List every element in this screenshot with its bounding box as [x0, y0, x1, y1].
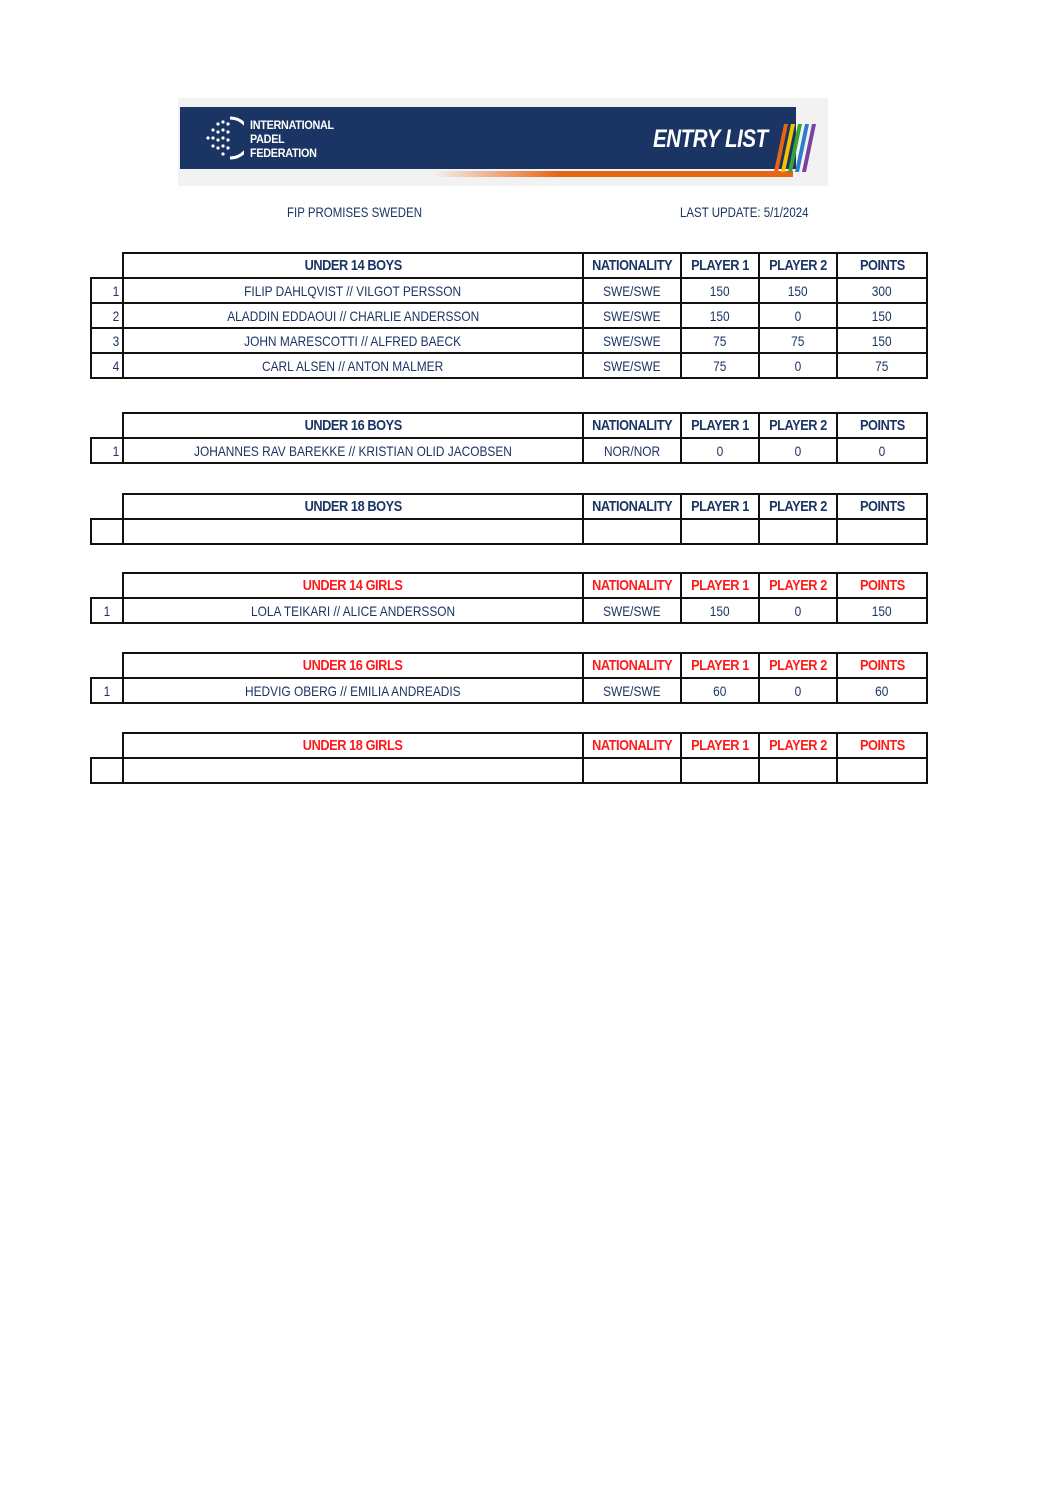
nationality-header: NATIONALITY	[583, 573, 681, 598]
table-header-row	[91, 253, 927, 278]
rank-header	[91, 494, 123, 519]
table-row-empty	[91, 758, 927, 783]
player1-header: PLAYER 1	[681, 253, 759, 278]
team-cell: LOLA TEIKARI // ALICE ANDERSSON	[123, 598, 583, 623]
points-cell: 150	[837, 303, 927, 328]
logo-line-1: INTERNATIONAL	[250, 118, 334, 132]
fip-banner	[178, 98, 828, 186]
color-stripes-icon	[774, 124, 820, 172]
player1-header: PLAYER 1	[681, 573, 759, 598]
team-cell: JOHANNES RAV BAREKKE // KRISTIAN OLID JACOBSEN	[123, 438, 583, 463]
player2-cell	[759, 758, 837, 783]
nationality-header: NATIONALITY	[583, 733, 681, 758]
player2-cell: 0	[759, 303, 837, 328]
table-u14-girls	[90, 572, 928, 624]
player2-cell: 150	[759, 278, 837, 303]
padel-ball-logo-icon	[204, 114, 244, 162]
player1-cell: 150	[681, 278, 759, 303]
logo-line-2: PADEL	[250, 132, 285, 146]
nationality-cell: SWE/SWE	[583, 678, 681, 703]
points-cell: 60	[837, 678, 927, 703]
rank-cell: 3	[91, 328, 123, 353]
team-cell	[123, 519, 583, 544]
table-row	[91, 303, 927, 328]
team-cell: CARL ALSEN // ANTON MALMER	[123, 353, 583, 378]
player2-header: PLAYER 2	[759, 573, 837, 598]
section-title: UNDER 14 GIRLS	[123, 573, 583, 598]
points-cell: 150	[837, 328, 927, 353]
player1-cell: 0	[681, 438, 759, 463]
nationality-cell: SWE/SWE	[583, 328, 681, 353]
nationality-header: NATIONALITY	[583, 413, 681, 438]
nationality-cell: SWE/SWE	[583, 303, 681, 328]
points-header: POINTS	[837, 733, 927, 758]
rank-header	[91, 253, 123, 278]
nationality-header: NATIONALITY	[583, 653, 681, 678]
points-header: POINTS	[837, 253, 927, 278]
rank-cell: 4	[91, 353, 123, 378]
player2-cell	[759, 519, 837, 544]
table-row	[91, 598, 927, 623]
nationality-cell: NOR/NOR	[583, 438, 681, 463]
rank-cell: 2	[91, 303, 123, 328]
points-header: POINTS	[837, 494, 927, 519]
points-cell: 0	[837, 438, 927, 463]
points-header: POINTS	[837, 653, 927, 678]
points-header: POINTS	[837, 413, 927, 438]
nationality-cell	[583, 519, 681, 544]
table-u16-girls	[90, 652, 928, 704]
player2-header: PLAYER 2	[759, 413, 837, 438]
team-cell: HEDVIG OBERG // EMILIA ANDREADIS	[123, 678, 583, 703]
player1-header: PLAYER 1	[681, 494, 759, 519]
team-cell	[123, 758, 583, 783]
nationality-header: NATIONALITY	[583, 494, 681, 519]
player1-cell	[681, 758, 759, 783]
rank-header	[91, 413, 123, 438]
rank-cell: 1	[91, 278, 123, 303]
nationality-cell	[583, 758, 681, 783]
points-cell	[837, 519, 927, 544]
player1-cell: 150	[681, 598, 759, 623]
player1-cell: 60	[681, 678, 759, 703]
team-cell: ALADDIN EDDAOUI // CHARLIE ANDERSSON	[123, 303, 583, 328]
event-name: FIP PROMISES SWEDEN	[287, 204, 423, 220]
rank-cell: 1	[91, 438, 123, 463]
player2-cell: 0	[759, 353, 837, 378]
player2-header: PLAYER 2	[759, 733, 837, 758]
player1-cell	[681, 519, 759, 544]
table-row-empty	[91, 519, 927, 544]
team-cell: FILIP DAHLQVIST // VILGOT PERSSON	[123, 278, 583, 303]
table-u14-boys	[90, 252, 928, 379]
points-cell: 300	[837, 278, 927, 303]
section-title: UNDER 18 BOYS	[123, 494, 583, 519]
table-row	[91, 438, 927, 463]
last-update: LAST UPDATE: 5/1/2024	[680, 204, 809, 220]
banner-orange-stripe	[433, 171, 793, 177]
points-cell: 150	[837, 598, 927, 623]
nationality-cell: SWE/SWE	[583, 598, 681, 623]
player2-cell: 0	[759, 678, 837, 703]
table-u16-boys	[90, 412, 928, 464]
rank-header	[91, 573, 123, 598]
entry-list-title: ENTRY LIST	[653, 125, 768, 153]
table-row	[91, 278, 927, 303]
rank-cell: 1	[91, 598, 123, 623]
nationality-header: NATIONALITY	[583, 253, 681, 278]
table-header-row	[91, 653, 927, 678]
rank-cell	[91, 519, 123, 544]
rank-cell: 1	[91, 678, 123, 703]
section-title: UNDER 14 BOYS	[123, 253, 583, 278]
player1-header: PLAYER 1	[681, 733, 759, 758]
section-title: UNDER 16 GIRLS	[123, 653, 583, 678]
player2-header: PLAYER 2	[759, 494, 837, 519]
section-title: UNDER 18 GIRLS	[123, 733, 583, 758]
table-u18-boys	[90, 493, 928, 545]
rank-cell	[91, 758, 123, 783]
points-cell	[837, 758, 927, 783]
player1-cell: 75	[681, 328, 759, 353]
rank-header	[91, 653, 123, 678]
table-row	[91, 353, 927, 378]
player1-header: PLAYER 1	[681, 413, 759, 438]
table-header-row	[91, 573, 927, 598]
logo-line-3: FEDERATION	[250, 146, 317, 160]
player2-cell: 75	[759, 328, 837, 353]
federation-logo-text	[250, 118, 334, 160]
points-cell: 75	[837, 353, 927, 378]
rank-header	[91, 733, 123, 758]
player2-cell: 0	[759, 598, 837, 623]
table-header-row	[91, 413, 927, 438]
player2-header: PLAYER 2	[759, 253, 837, 278]
table-row	[91, 678, 927, 703]
table-header-row	[91, 494, 927, 519]
player1-cell: 150	[681, 303, 759, 328]
table-u18-girls	[90, 732, 928, 784]
section-title: UNDER 16 BOYS	[123, 413, 583, 438]
table-row	[91, 328, 927, 353]
player2-header: PLAYER 2	[759, 653, 837, 678]
player2-cell: 0	[759, 438, 837, 463]
player1-cell: 75	[681, 353, 759, 378]
table-header-row	[91, 733, 927, 758]
team-cell: JOHN MARESCOTTI // ALFRED BAECK	[123, 328, 583, 353]
points-header: POINTS	[837, 573, 927, 598]
nationality-cell: SWE/SWE	[583, 353, 681, 378]
player1-header: PLAYER 1	[681, 653, 759, 678]
nationality-cell: SWE/SWE	[583, 278, 681, 303]
